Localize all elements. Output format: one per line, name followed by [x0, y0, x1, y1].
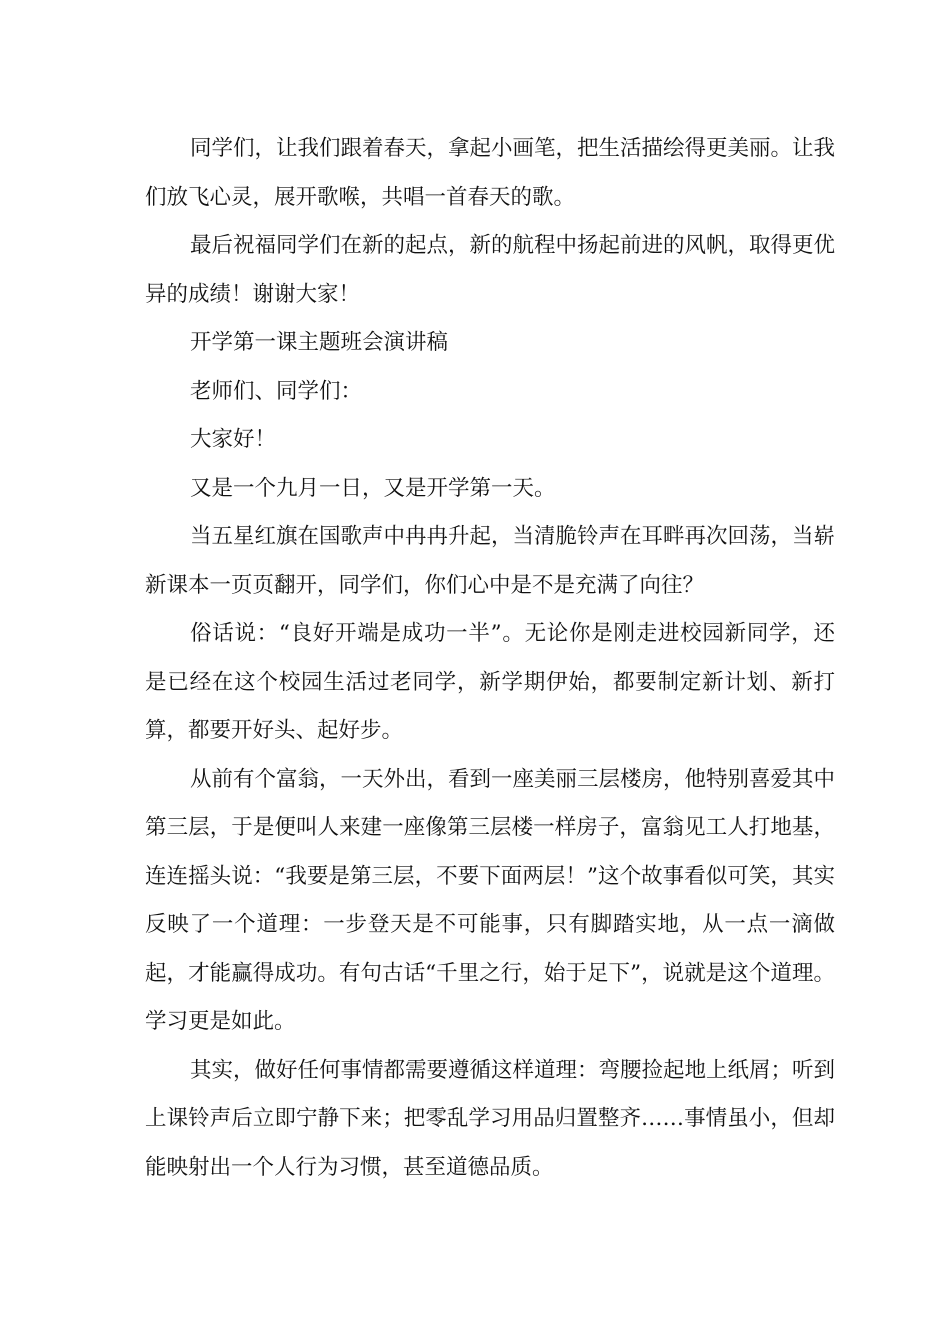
paragraph: 同学们，让我们跟着春天，拿起小画笔，把生活描绘得更美丽。让我们放飞心灵，展开歌喉，共唱一首春天的歌。 [145, 136, 836, 210]
greeting: 大家好！ [190, 427, 277, 452]
paragraph: 当五星红旗在国歌声中冉冉升起，当清脆铃声在耳畔再次回荡，当崭新课本一页页翻开，同学们，你们心中是不是充满了向往？ [145, 524, 836, 598]
document-body [145, 125, 835, 1192]
paragraph: 又是一个九月一日，又是开学第一天。 [190, 475, 556, 501]
salutation: 老师们、同学们： [190, 378, 363, 404]
paragraph: 其实，做好任何事情都需要遵循这样道理：弯腰捡起地上纸屑；听到上课铃声后立即宁静下来；把零乱学习用品归置整齐……事情虽小，但却能映射出一个人行为习惯，甚至道德品质。 [145, 1057, 836, 1180]
paragraph: 最后祝福同学们在新的起点，新的航程中扬起前进的风帆，取得更优异的成绩！谢谢大家！ [145, 233, 836, 307]
paragraph: 从前有个富翁，一天外出，看到一座美丽三层楼房，他特别喜爱其中第三层，于是便叫人来建一座像第三层楼一样房子，富翁见工人打地基，连连摇头说：“我要是第三层，不要下面两层！”这个故事看似可笑，其实反映了一个道理：一步登天是不可能事，只有脚踏实地，从一点一滴做起，才能赢得成功。有句古话“千里之行，始于足下”，说就是这个道理。学习更是如此。 [145, 766, 836, 1034]
section-title: 开学第一课主题班会演讲稿 [190, 330, 449, 355]
paragraph: 俗话说：“良好开端是成功一半”。无论你是刚走进校园新同学，还是已经在这个校园生活过老同学，新学期伊始，都要制定新计划、新打算，都要开好头、起好步。 [145, 621, 835, 743]
